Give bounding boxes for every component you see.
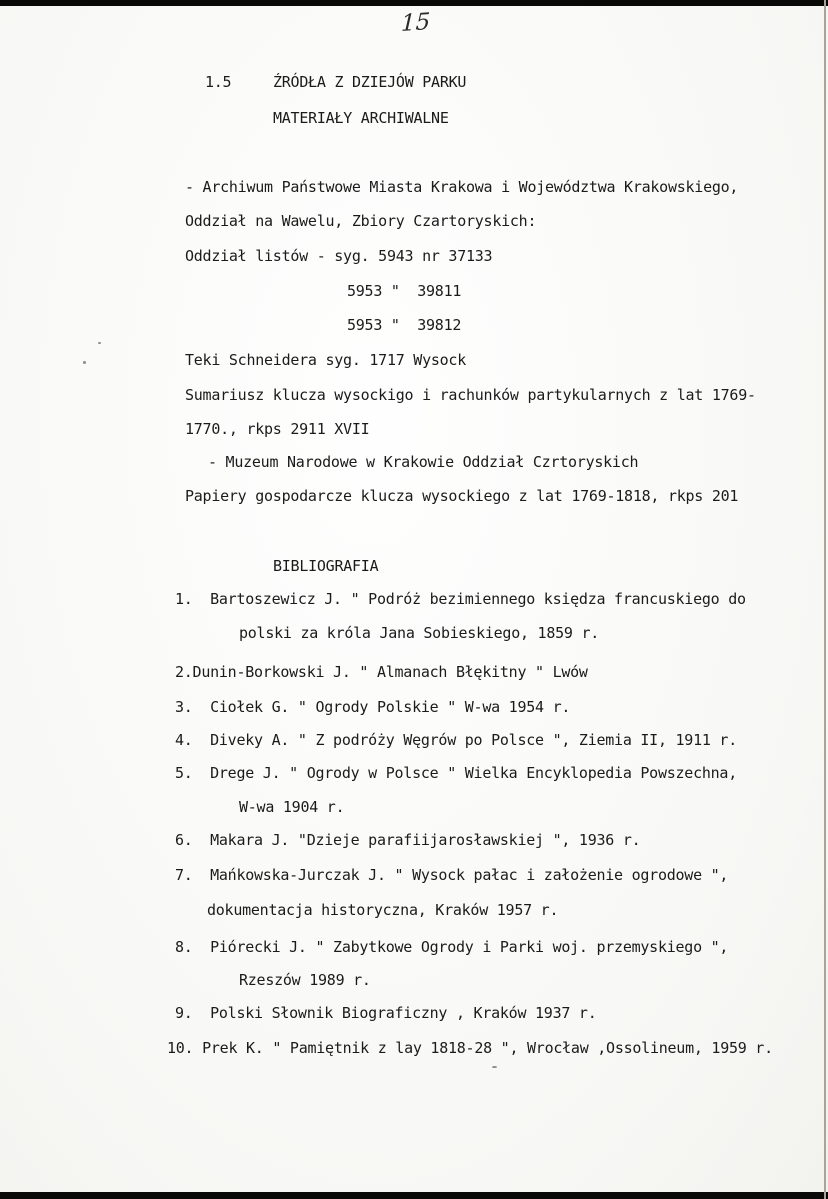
bibliography-line: 2.Dunin-Borkowski J. " Almanach Błękitny " Lwów — [175, 663, 588, 681]
archival-line: - Archiwum Państwowe Miasta Krakowa i Województwa Krakowskiego, — [185, 178, 739, 196]
page-number: 15 — [400, 8, 431, 38]
bibliography-line: dokumentacja historyczna, Kraków 1957 r. — [207, 901, 559, 919]
bibliography-line: polski za króla Jana Sobieskiego, 1859 r. — [239, 624, 600, 642]
scan-edge-top-bar — [0, 0, 828, 6]
bibliography-line: 5. Drege J. " Ogrody w Polsce " Wielka Encyklopedia Powszechna, — [175, 764, 737, 782]
scan-speck — [98, 342, 101, 344]
archival-line: Teki Schneidera syg. 1717 Wysock — [185, 351, 466, 369]
bibliography-line: 3. Ciołek G. " Ogrody Polskie " W-wa 1954 r. — [175, 698, 571, 716]
bibliography-line: W-wa 1904 r. — [239, 798, 345, 816]
archival-line: - Muzeum Narodowe w Krakowie Oddział Czrtoryskich — [208, 453, 639, 471]
scan-speck — [492, 1066, 497, 1068]
archival-line: Sumariusz klucza wysockigo i rachunków partykularnych z lat 1769- — [185, 386, 756, 404]
archival-line: 5953 " 39812 — [347, 316, 462, 334]
bibliography-line: 7. Mańkowska-Jurczak J. " Wysock pałac i założenie ogrodowe ", — [175, 866, 729, 884]
bibliography-line: 4. Diveky A. " Z podróży Węgrów po Polsce ", Ziemia II, 1911 r. — [175, 731, 737, 749]
archival-line: Oddział na Wawelu, Zbiory Czartoryskich: — [185, 212, 537, 230]
bibliography-line: 8. Piórecki J. " Zabytkowe Ogrody i Parki woj. przemyskiego ", — [175, 938, 729, 956]
archival-line: Oddział listów - syg. 5943 nr 37133 — [185, 247, 493, 265]
bibliography-line: 9. Polski Słownik Biograficzny , Kraków 1937 r. — [175, 1004, 597, 1022]
bibliography-line: 10. Prek K. " Pamiętnik z lay 1818-28 ", Wrocław ,Ossolineum, 1959 r. — [167, 1039, 773, 1057]
scan-speck — [83, 361, 86, 364]
section-number: 1.5 — [205, 73, 232, 91]
bibliography-line: 1. Bartoszewicz J. " Podróż bezimiennego księdza francuskiego do — [175, 590, 746, 608]
scan-edge-bottom-bar — [0, 1192, 828, 1199]
archival-line: 5953 " 39811 — [347, 282, 462, 300]
section-subtitle: MATERIAŁY ARCHIWALNE — [273, 109, 449, 127]
bibliography-heading: BIBLIOGRAFIA — [273, 557, 379, 575]
bibliography-line: 6. Makara J. "Dzieje parafiijarosławskiej ", 1936 r. — [175, 831, 641, 849]
archival-line: Papiery gospodarcze klucza wysockiego z lat 1769-1818, rkps 201 — [185, 487, 739, 505]
paper-edge-line — [824, 0, 826, 1199]
archival-line: 1770., rkps 2911 XVII — [185, 420, 370, 438]
section-title: ŹRÓDŁA Z DZIEJÓW PARKU — [273, 73, 467, 91]
bibliography-line: Rzeszów 1989 r. — [239, 971, 371, 989]
